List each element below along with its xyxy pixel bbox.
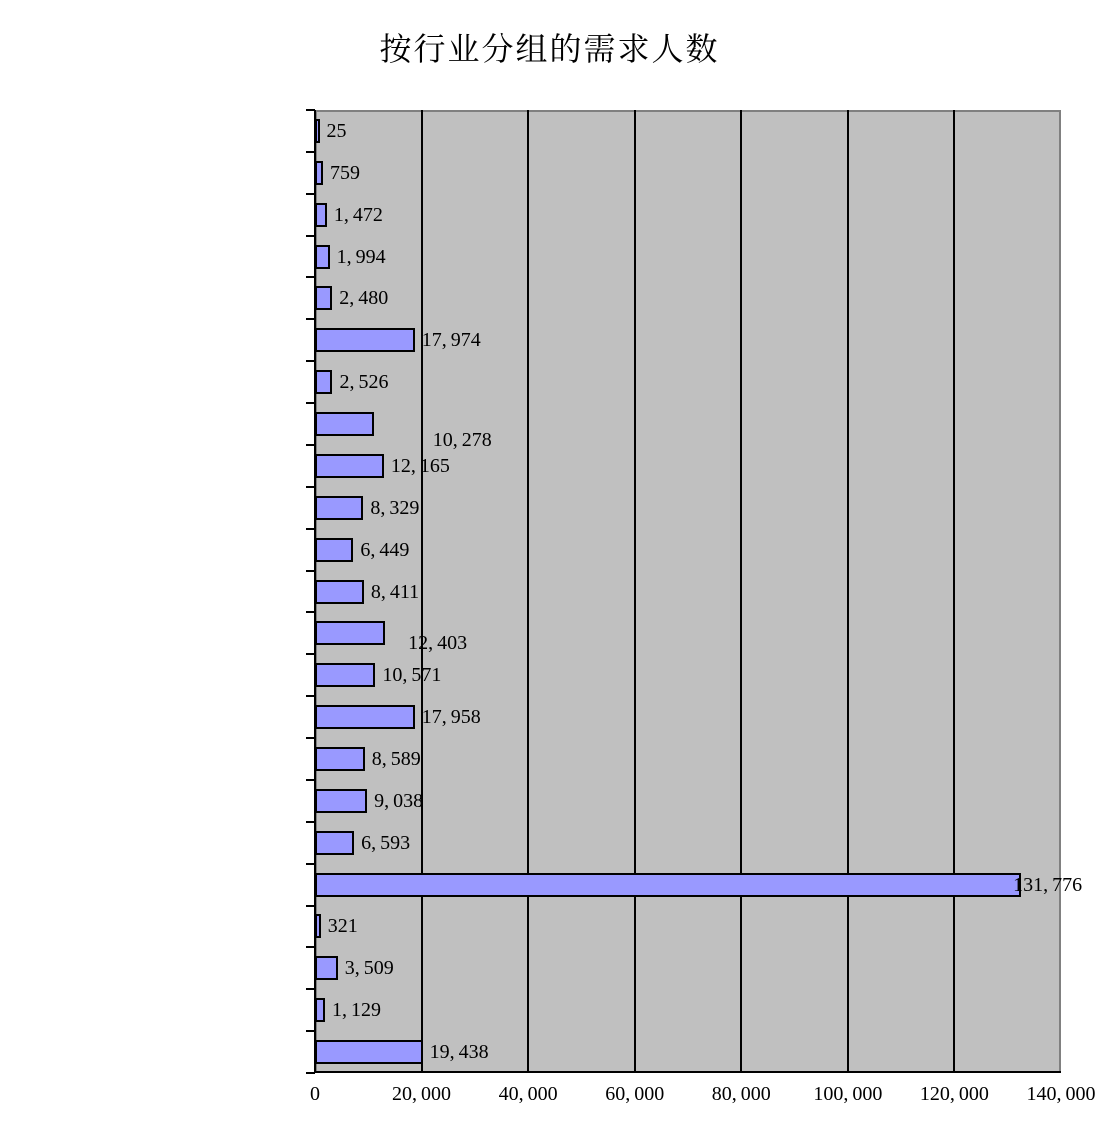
value-label: 10, 571 <box>382 664 442 687</box>
x-axis-label: 120, 000 <box>919 1083 989 1105</box>
bar <box>315 370 332 394</box>
value-label: 1, 129 <box>332 999 382 1022</box>
bar <box>315 580 364 604</box>
bar <box>315 873 1021 897</box>
bar <box>315 245 330 269</box>
bar <box>315 663 375 687</box>
value-label: 19, 438 <box>429 1041 489 1064</box>
bar <box>315 286 332 310</box>
value-label: 8, 411 <box>370 580 420 603</box>
x-axis-label: 140, 000 <box>1026 1083 1096 1105</box>
value-label: 12, 165 <box>390 454 450 477</box>
value-label: 17, 974 <box>421 329 481 352</box>
value-label: 6, 449 <box>360 538 410 561</box>
value-label: 10, 278 <box>432 429 492 452</box>
value-label: 6, 593 <box>361 831 411 854</box>
gridline <box>740 110 742 1073</box>
bar <box>315 161 323 185</box>
gridline <box>421 110 423 1073</box>
bar <box>315 203 327 227</box>
value-label: 9, 038 <box>374 789 424 812</box>
x-axis-label: 60, 000 <box>605 1083 665 1105</box>
gridline <box>634 110 636 1073</box>
value-label: 131, 776 <box>1013 873 1083 896</box>
x-axis-line <box>315 1071 1061 1073</box>
x-axis-label: 20, 000 <box>392 1083 452 1105</box>
value-label: 2, 480 <box>339 287 389 310</box>
value-label: 759 <box>330 161 361 184</box>
value-label: 1, 994 <box>336 245 386 268</box>
x-axis-label: 40, 000 <box>498 1083 558 1105</box>
bar <box>315 956 338 980</box>
value-label: 8, 329 <box>370 496 420 519</box>
value-label: 321 <box>327 915 358 938</box>
value-label: 17, 958 <box>421 706 481 729</box>
value-label: 3, 509 <box>344 957 394 980</box>
value-label: 12, 403 <box>408 632 468 655</box>
bar <box>315 496 363 520</box>
bar <box>315 328 415 352</box>
value-label: 1, 472 <box>333 203 383 226</box>
value-label: 2, 526 <box>339 371 389 394</box>
x-axis-label: 0 <box>310 1083 320 1105</box>
bar <box>315 454 384 478</box>
bar <box>315 747 365 771</box>
x-axis-label: 80, 000 <box>711 1083 771 1105</box>
x-axis-label: 100, 000 <box>813 1083 883 1105</box>
value-label: 25 <box>326 119 347 142</box>
bar <box>315 538 353 562</box>
bar <box>315 412 374 436</box>
bar <box>315 998 325 1022</box>
chart-title: 按行业分组的需求人数 <box>379 31 720 67</box>
plot-area <box>315 110 1061 1073</box>
gridline <box>953 110 955 1073</box>
bar <box>315 621 385 645</box>
gridline <box>527 110 529 1073</box>
bar <box>315 1040 423 1064</box>
bar <box>315 831 354 855</box>
value-label: 8, 589 <box>371 747 421 770</box>
bar <box>315 789 367 813</box>
gridline <box>847 110 849 1073</box>
bar <box>315 705 415 729</box>
y-axis-line <box>314 110 316 1073</box>
